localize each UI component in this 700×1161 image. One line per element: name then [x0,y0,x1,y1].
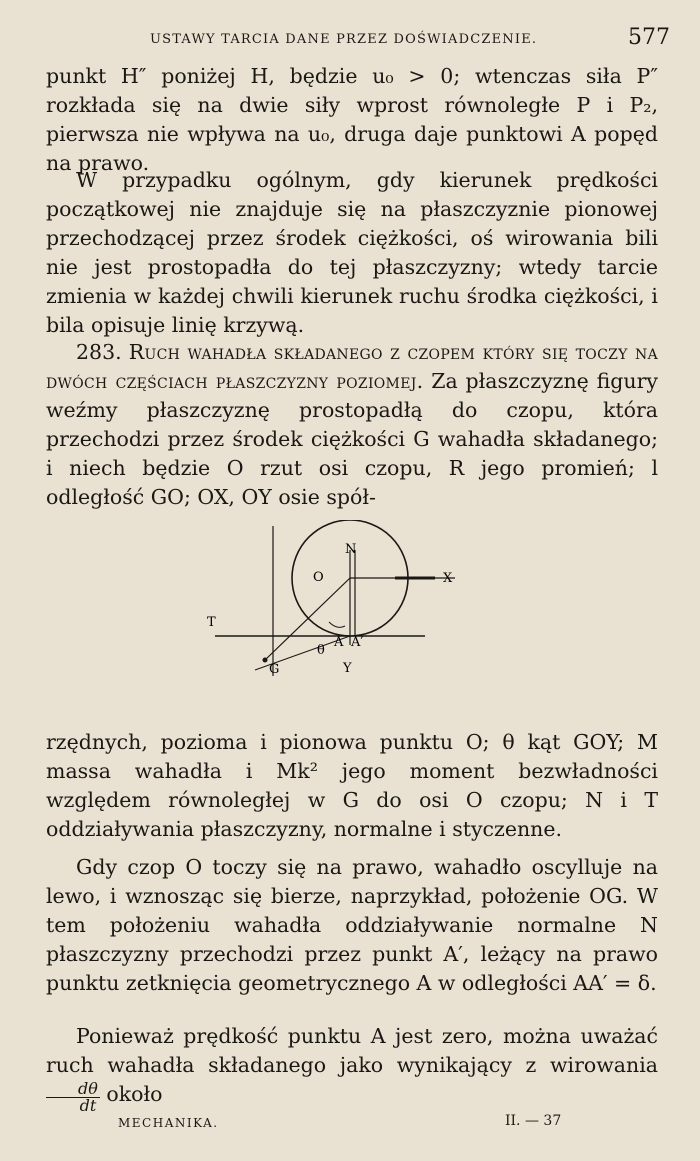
section-number: 283. [76,340,122,364]
paragraph-general-case [46,166,658,340]
paragraph-1: punkt H″ poniżej H, będzie u₀ > 0; wtenczas siła P″ rozkłada się na dwie siły wprost równoległe P i P₂, pierwsza nie wpływa na u₀, druga daje punktowi A popęd na prawo. [46,64,658,175]
paragraph-continuation [46,62,658,178]
page-number: 577 [628,25,670,50]
dtheta-dt-fraction [46,1081,100,1114]
paragraph-5: Gdy czop O toczy się na prawo, wahadło oscylluje na lewo, i wznosząc się bierze, naprzykład, położenie OG. W tem położeniu wahadła oddziaływanie normalne N płaszczyzny przechodzi przez punkt A′, leżący na prawo punktu zetknięcia geometrycznego A w odległości AA′ = δ. [46,855,658,995]
section-283 [46,338,658,512]
label-theta: θ [317,643,325,658]
footer-book-title: MECHANIKA. [118,1116,219,1130]
point-g [263,658,268,663]
paragraph-rolling [46,853,658,998]
label-y: Y [343,661,352,676]
label-x: X [443,571,453,586]
label-o: O [313,570,324,585]
paragraph-coordinates [46,728,658,844]
label-a-prime: A′ [351,635,364,650]
fraction-numerator: dθ [46,1081,100,1098]
paragraph-6-end: około [106,1082,163,1106]
paragraph-4: rzędnych, pozioma i pionowa punktu O; θ kąt GOY; M massa wahadła i Mk² jego moment bezwładności względem równoległej w G do osi O czopu; N i T oddziaływania płaszczyzny, normalne i styczenne. [46,730,658,841]
header-title: USTAWY TARCIA DANE PRZEZ DOŚWIADCZENIE. [150,32,538,47]
paragraph-6: Ponieważ prędkość punktu A jest zero, można uważać ruch wahadła składanego jako wynikający z wirowania [46,1024,658,1077]
paragraph-velocity [46,1022,658,1114]
fraction-denominator: dt [79,1096,97,1115]
paragraph-2: W przypadku ogólnym, gdy kierunek prędkości początkowej nie znajduje się na płaszczyznie pionowej przechodzącej przez środek ciężkości, oś wirowania bili nie jest prostopadła do tej płaszczyzny; wtedy tarcie zmienia w każdej chwili kierunek ruchu środka ciężkości, i bila opisuje linię krzywą. [46,168,658,337]
pendulum-figure [195,520,485,695]
footer-signature: II. — 37 [505,1113,562,1129]
section-heading: Ruch wahadła składanego z czopem który się toczy na dwóch częściach płaszczyzny poziomej. [46,340,658,393]
theta-arc [329,622,345,627]
running-header [150,25,670,50]
label-t: T [207,615,216,630]
section-body: Za płaszczyznę figury weźmy płaszczyznę prostopadłą do czopu, która przechodzi przez środek ciężkości G wahadła składanego; i niech będzie O rzut osi czopu, R jego promień; l odległość GO; OX, OY osie spół- [46,369,658,509]
label-a: A [334,635,344,650]
label-n: N [345,542,357,557]
label-g: G [269,662,280,677]
